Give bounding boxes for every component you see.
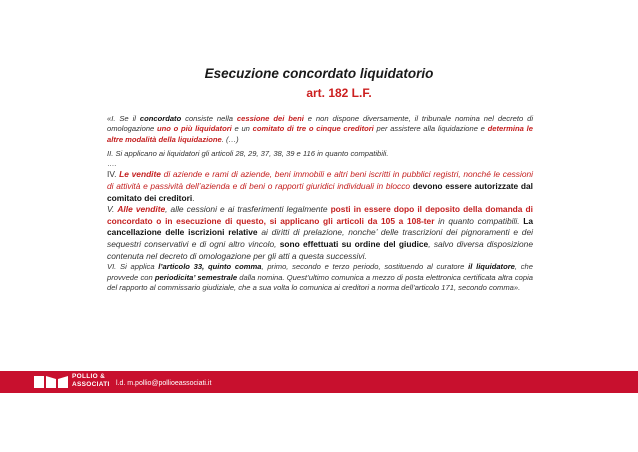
- article-text: [107, 114, 533, 297]
- firm-logo-icon: [34, 374, 70, 390]
- paragraph-1: «I. Se il concordato consiste nella cessione dei beni e non dispone diversamente, il tribunale nomina nel decreto di omologazione uno o più liquidatori e un comitato di tre o cinque creditori per assistere alla liquidazione e determina le altre modalità della liquidazione. (…): [107, 114, 534, 144]
- paragraph-6: VI. Si applica l’articolo 33, quinto comma, primo, secondo e terzo periodo, sostituendo al curatore il liquidatore, che provvede con periodicita’ semestrale dalla nomina. Quest’ultimo comunica a mezzo di posta elettronica certificata altra copia del rapporto al commissario giudiziale, che a sua volta lo comunica ai creditori a norma dell’articolo 171, secondo comma».: [107, 262, 533, 292]
- footer-email: l.d. m.pollio@pollioeassociati.it: [116, 380, 212, 387]
- slide-subtitle: art. 182 L.F.: [306, 86, 372, 100]
- slide-title: Esecuzione concordato liquidatorio: [204, 66, 434, 81]
- paragraph-4: IV. Le vendite di aziende e rami di aziende, beni immobili e altri beni iscritti in pubblici registri, nonché le cessioni di attività e passività dell’azienda e di beni o rapporti giuridici individuali in blocco devono essere autorizzate dal comitato dei creditori.: [107, 169, 534, 203]
- firm-logo-text: POLLIO & ASSOCIATI: [72, 373, 110, 388]
- paragraph-5: V. Alle vendite, alle cessioni e ai trasferimenti legalmente posti in essere dopo il deposito della domanda di concordato o in esecuzione di questo, si applicano gli articoli da 105 a 108-ter in quanto compatibili. La cancellazione delle iscrizioni relative ai diritti di prelazione, nonche’ delle trascrizioni dei pignoramenti e dei sequestri conservativi e di ogni altro vincolo, sono effettuati su ordine del giudice, salvo diversa disposizione contenuta nel decreto di omologazione per gli atti a questa successivi.: [107, 204, 533, 261]
- paragraph-ellipsis: ….: [107, 159, 117, 169]
- paragraph-2: II. Si applicano ai liquidatori gli articoli 28, 29, 37, 38, 39 e 116 in quanto compatibili.: [107, 148, 389, 158]
